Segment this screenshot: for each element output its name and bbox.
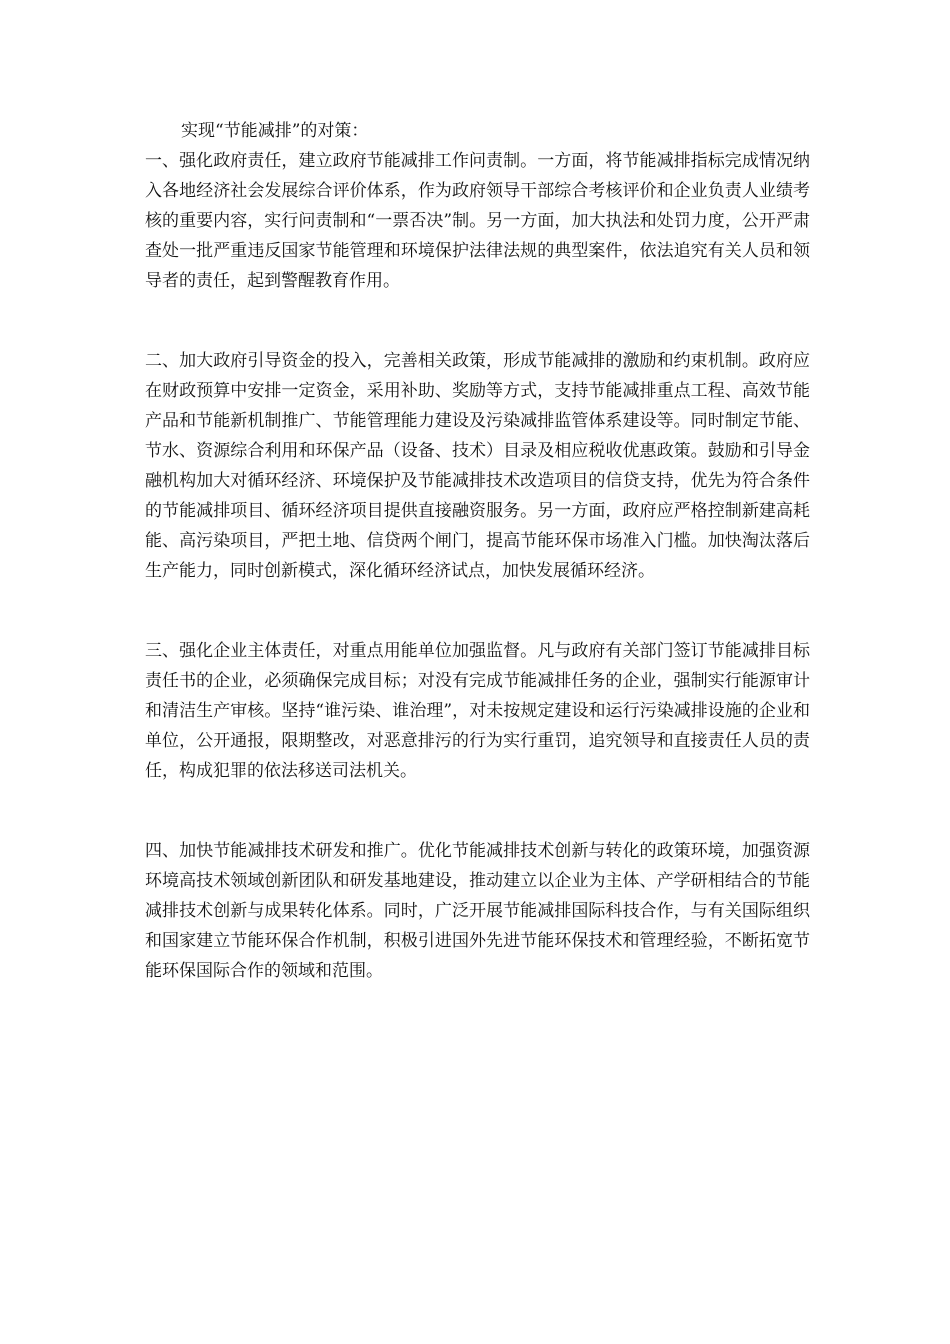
paragraph-government-responsibility: 一、强化政府责任，建立政府节能减排工作问责制。一方面，将节能减排指标完成情况纳入各地经济社会发展综合评价体系，作为政府领导干部综合考核评价和企业负责人业绩考核的重要内容，实行问责制和“一票否决”制。另一方面，加大执法和处罚力度，公开严肃查处一批严重违反国家节能管理和环境保护法律法规的典型案件，依法追究有关人员和领导者的责任，起到警醒教育作用。 (145, 151, 810, 291)
document-body (145, 116, 810, 1036)
paragraph-guidance-funds: 二、加大政府引导资金的投入，完善相关政策，形成节能减排的激励和约束机制。政府应在财政预算中安排一定资金，采用补助、奖励等方式，支持节能减排重点工程、高效节能产品和节能新机制推广、节能管理能力建设及污染减排监管体系建设等。同时制定节能、节水、资源综合利用和环保产品（设备、技术）目录及相应税收优惠政策。鼓励和引导金融机构加大对循环经济、环境保护及节能减排技术改造项目的信贷支持，优先为符合条件的节能减排项目、循环经济项目提供直接融资服务。另一方面，政府应严格控制新建高耗能、高污染项目，严把土地、信贷两个闸门，提高节能环保市场准入门槛。加快淘汰落后生产能力，同时创新模式，深化循环经济试点，加快发展循环经济。 (145, 351, 810, 581)
paragraph-enterprise-responsibility: 三、强化企业主体责任，对重点用能单位加强监督。凡与政府有关部门签订节能减排目标责任书的企业，必须确保完成目标；对没有完成节能减排任务的企业，强制实行能源审计和清洁生产审核。坚持“谁污染、谁治理”，对未按规定建设和运行污染减排设施的企业和单位，公开通报，限期整改，对恶意排污的行为实行重罚，追究领导和直接责任人员的责任，构成犯罪的依法移送司法机关。 (145, 641, 810, 781)
paragraph-technology-rd: 四、加快节能减排技术研发和推广。优化节能减排技术创新与转化的政策环境，加强资源环境高技术领域创新团队和研发基地建设，推动建立以企业为主体、产学研相结合的节能减排技术创新与成果转化体系。同时，广泛开展节能减排国际科技合作，与有关国际组织和国家建立节能环保合作机制，积极引进国外先进节能环保技术和管理经验，不断拓宽节能环保国际合作的领域和范围。 (145, 841, 810, 981)
document-title: 实现“节能减排”的对策： (181, 121, 369, 141)
